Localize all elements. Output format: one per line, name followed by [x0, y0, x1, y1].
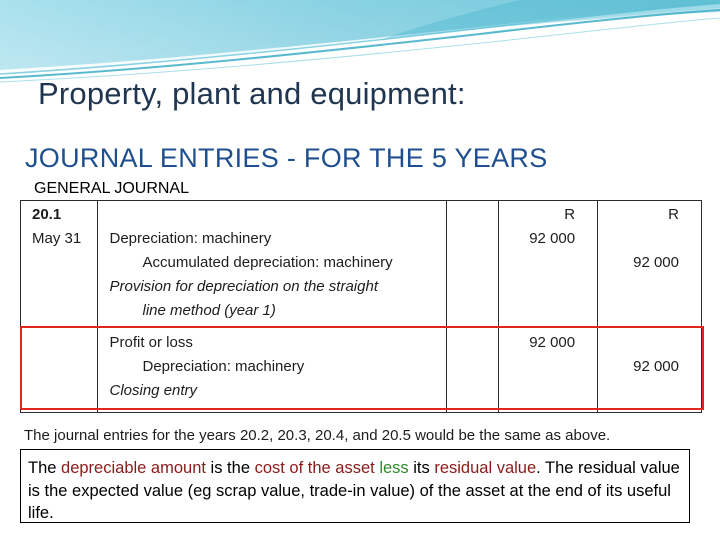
debit-cell: [499, 201, 598, 327]
entry-number: 20.1: [32, 206, 62, 223]
definition-text: The: [28, 459, 62, 477]
repeat-note: The journal entries for the years 20.2, 20.3, 20.4, and 20.5 would be the same as above.: [24, 427, 611, 444]
keyword-cost: cost of the asset: [254, 459, 375, 477]
credit-header: R: [668, 206, 679, 223]
credit-amount: 92 000: [633, 254, 679, 271]
details-cell: [97, 201, 446, 327]
debit-header: R: [564, 206, 576, 223]
credit-account: Accumulated depreciation: machinery: [142, 254, 393, 271]
debit-amount: 92 000: [529, 230, 576, 247]
debit-account: Profit or loss: [109, 334, 193, 351]
definition-box: [20, 449, 690, 523]
keyword-less: less: [379, 459, 409, 477]
general-journal-table: [20, 200, 702, 412]
credit-account: Depreciation: machinery: [142, 358, 305, 375]
details-cell: [97, 327, 446, 413]
debit-cell: [499, 327, 598, 413]
definition-text: is the: [205, 459, 255, 477]
folio-cell: [446, 327, 498, 413]
credit-cell: [598, 327, 702, 413]
slide-title: Property, plant and equipment:: [38, 76, 466, 111]
date-cell: [21, 327, 98, 413]
keyword-depreciable-amount: depreciable amount: [61, 459, 206, 477]
date-cell: [21, 201, 98, 327]
debit-amount: 92 000: [529, 334, 576, 351]
entry-date: May 31: [32, 230, 82, 247]
credit-cell: [598, 201, 702, 327]
debit-account: Depreciation: machinery: [109, 230, 272, 247]
section-heading: JOURNAL ENTRIES - FOR THE 5 YEARS: [25, 143, 548, 173]
credit-amount: 92 000: [633, 358, 679, 375]
keyword-residual-value: residual value: [434, 459, 537, 477]
narration-line: Closing entry: [109, 382, 198, 399]
narration-line: line method (year 1): [142, 302, 276, 319]
journal-label: GENERAL JOURNAL: [34, 180, 189, 197]
definition-text: its: [408, 459, 435, 477]
folio-cell: [446, 201, 498, 327]
definition-text: . The residual value is the expected value (eg scrap value, trade-in value) of the asset at the end of its useful life.: [28, 459, 680, 522]
narration-line: Provision for depreciation on the straight: [109, 278, 378, 295]
